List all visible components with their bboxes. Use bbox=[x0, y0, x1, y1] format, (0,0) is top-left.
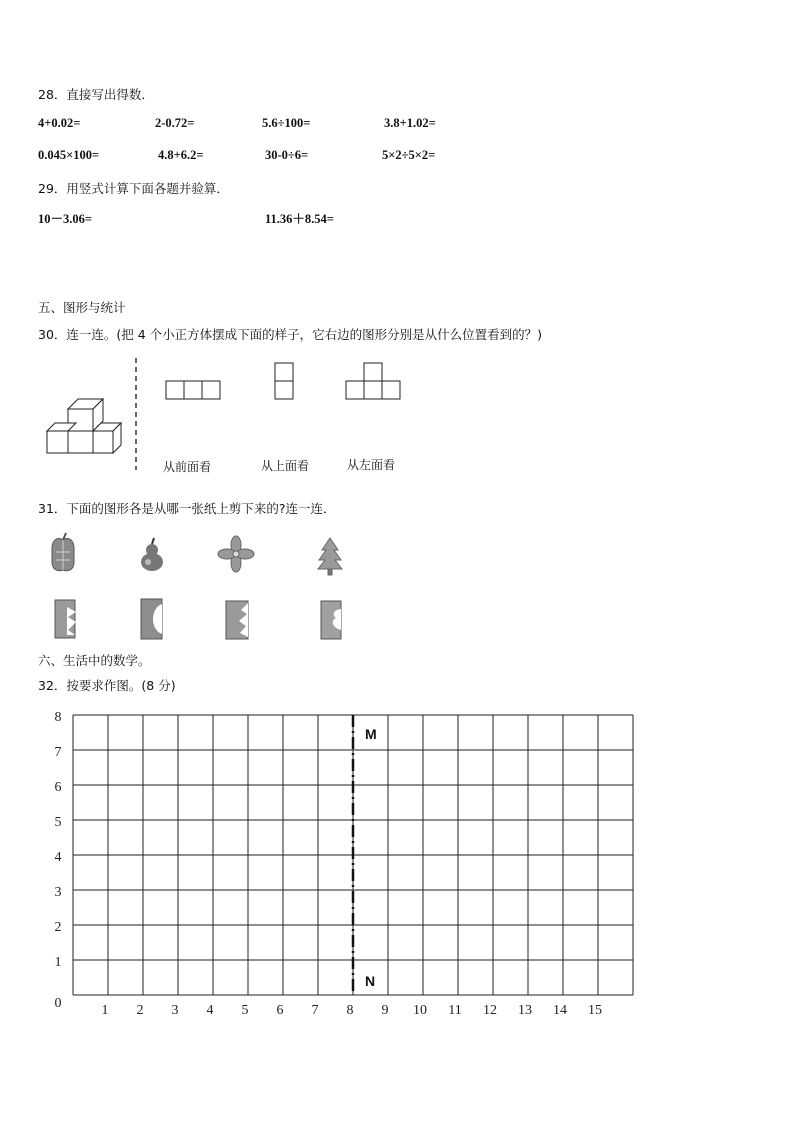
q29-item: 11.36＋8.54= bbox=[265, 212, 334, 226]
point-n-label: N bbox=[365, 973, 376, 989]
q28-item: 4+0.02= bbox=[38, 116, 81, 130]
q31-title: 31．下面的图形各是从哪一张纸上剪下来的?连一连． bbox=[38, 501, 336, 516]
point-m-label: M bbox=[365, 726, 377, 742]
q29-item: 10－3.06= bbox=[38, 212, 92, 226]
section-title: 五、图形与统计 bbox=[38, 300, 126, 315]
x-axis-label: 5 bbox=[241, 1003, 249, 1018]
x-axis-label: 10 bbox=[413, 1003, 427, 1018]
view-label: 从上面看 bbox=[261, 459, 310, 473]
section-title: 六、生活中的数学。 bbox=[38, 653, 151, 668]
y-axis-label: 7 bbox=[54, 745, 62, 760]
y-axis-label: 0 bbox=[54, 996, 62, 1011]
q28-item: 0.045×100= bbox=[38, 148, 100, 162]
y-axis-label: 1 bbox=[54, 955, 62, 970]
y-axis-label: 3 bbox=[54, 885, 62, 900]
x-axis-label: 8 bbox=[346, 1003, 354, 1018]
x-axis-label: 1 bbox=[101, 1003, 109, 1018]
x-axis-label: 6 bbox=[276, 1003, 284, 1018]
y-axis-label: 6 bbox=[54, 780, 62, 795]
y-axis-label: 5 bbox=[54, 815, 62, 830]
x-axis-label: 7 bbox=[311, 1003, 319, 1018]
x-axis-label: 13 bbox=[518, 1003, 532, 1018]
q28-item: 5×2÷5×2= bbox=[382, 148, 436, 162]
x-axis-label: 14 bbox=[553, 1003, 567, 1018]
y-axis-label: 8 bbox=[54, 710, 62, 725]
x-axis-label: 4 bbox=[206, 1003, 214, 1018]
q28-item: 2-0.72= bbox=[155, 116, 195, 130]
x-axis-label: 9 bbox=[381, 1003, 389, 1018]
x-axis-label: 12 bbox=[483, 1003, 497, 1018]
view-label: 从前面看 bbox=[163, 460, 212, 474]
q28-item: 5.6÷100= bbox=[262, 116, 311, 130]
x-axis-label: 2 bbox=[136, 1003, 144, 1018]
y-axis-label: 4 bbox=[54, 850, 62, 865]
q28-item: 30-0÷6= bbox=[265, 148, 309, 162]
x-axis-label: 15 bbox=[588, 1003, 602, 1018]
q30-title: 30．连一连。(把 4 个小正方体摆成下面的样子，它右边的图形分别是从什么位置看到的？) bbox=[38, 327, 543, 342]
q28-item: 3.8+1.02= bbox=[384, 116, 436, 130]
y-axis-label: 2 bbox=[54, 920, 62, 935]
view-label: 从左面看 bbox=[347, 458, 396, 472]
q28-item: 4.8+6.2= bbox=[158, 148, 204, 162]
x-axis-label: 3 bbox=[171, 1003, 179, 1018]
q29-title: 29．用竖式计算下面各题并验算． bbox=[38, 181, 229, 196]
x-axis-label: 11 bbox=[448, 1003, 462, 1018]
q32-title: 32．按要求作图。(8 分) bbox=[38, 678, 176, 693]
q28-title: 28．直接写出得数． bbox=[38, 87, 154, 102]
